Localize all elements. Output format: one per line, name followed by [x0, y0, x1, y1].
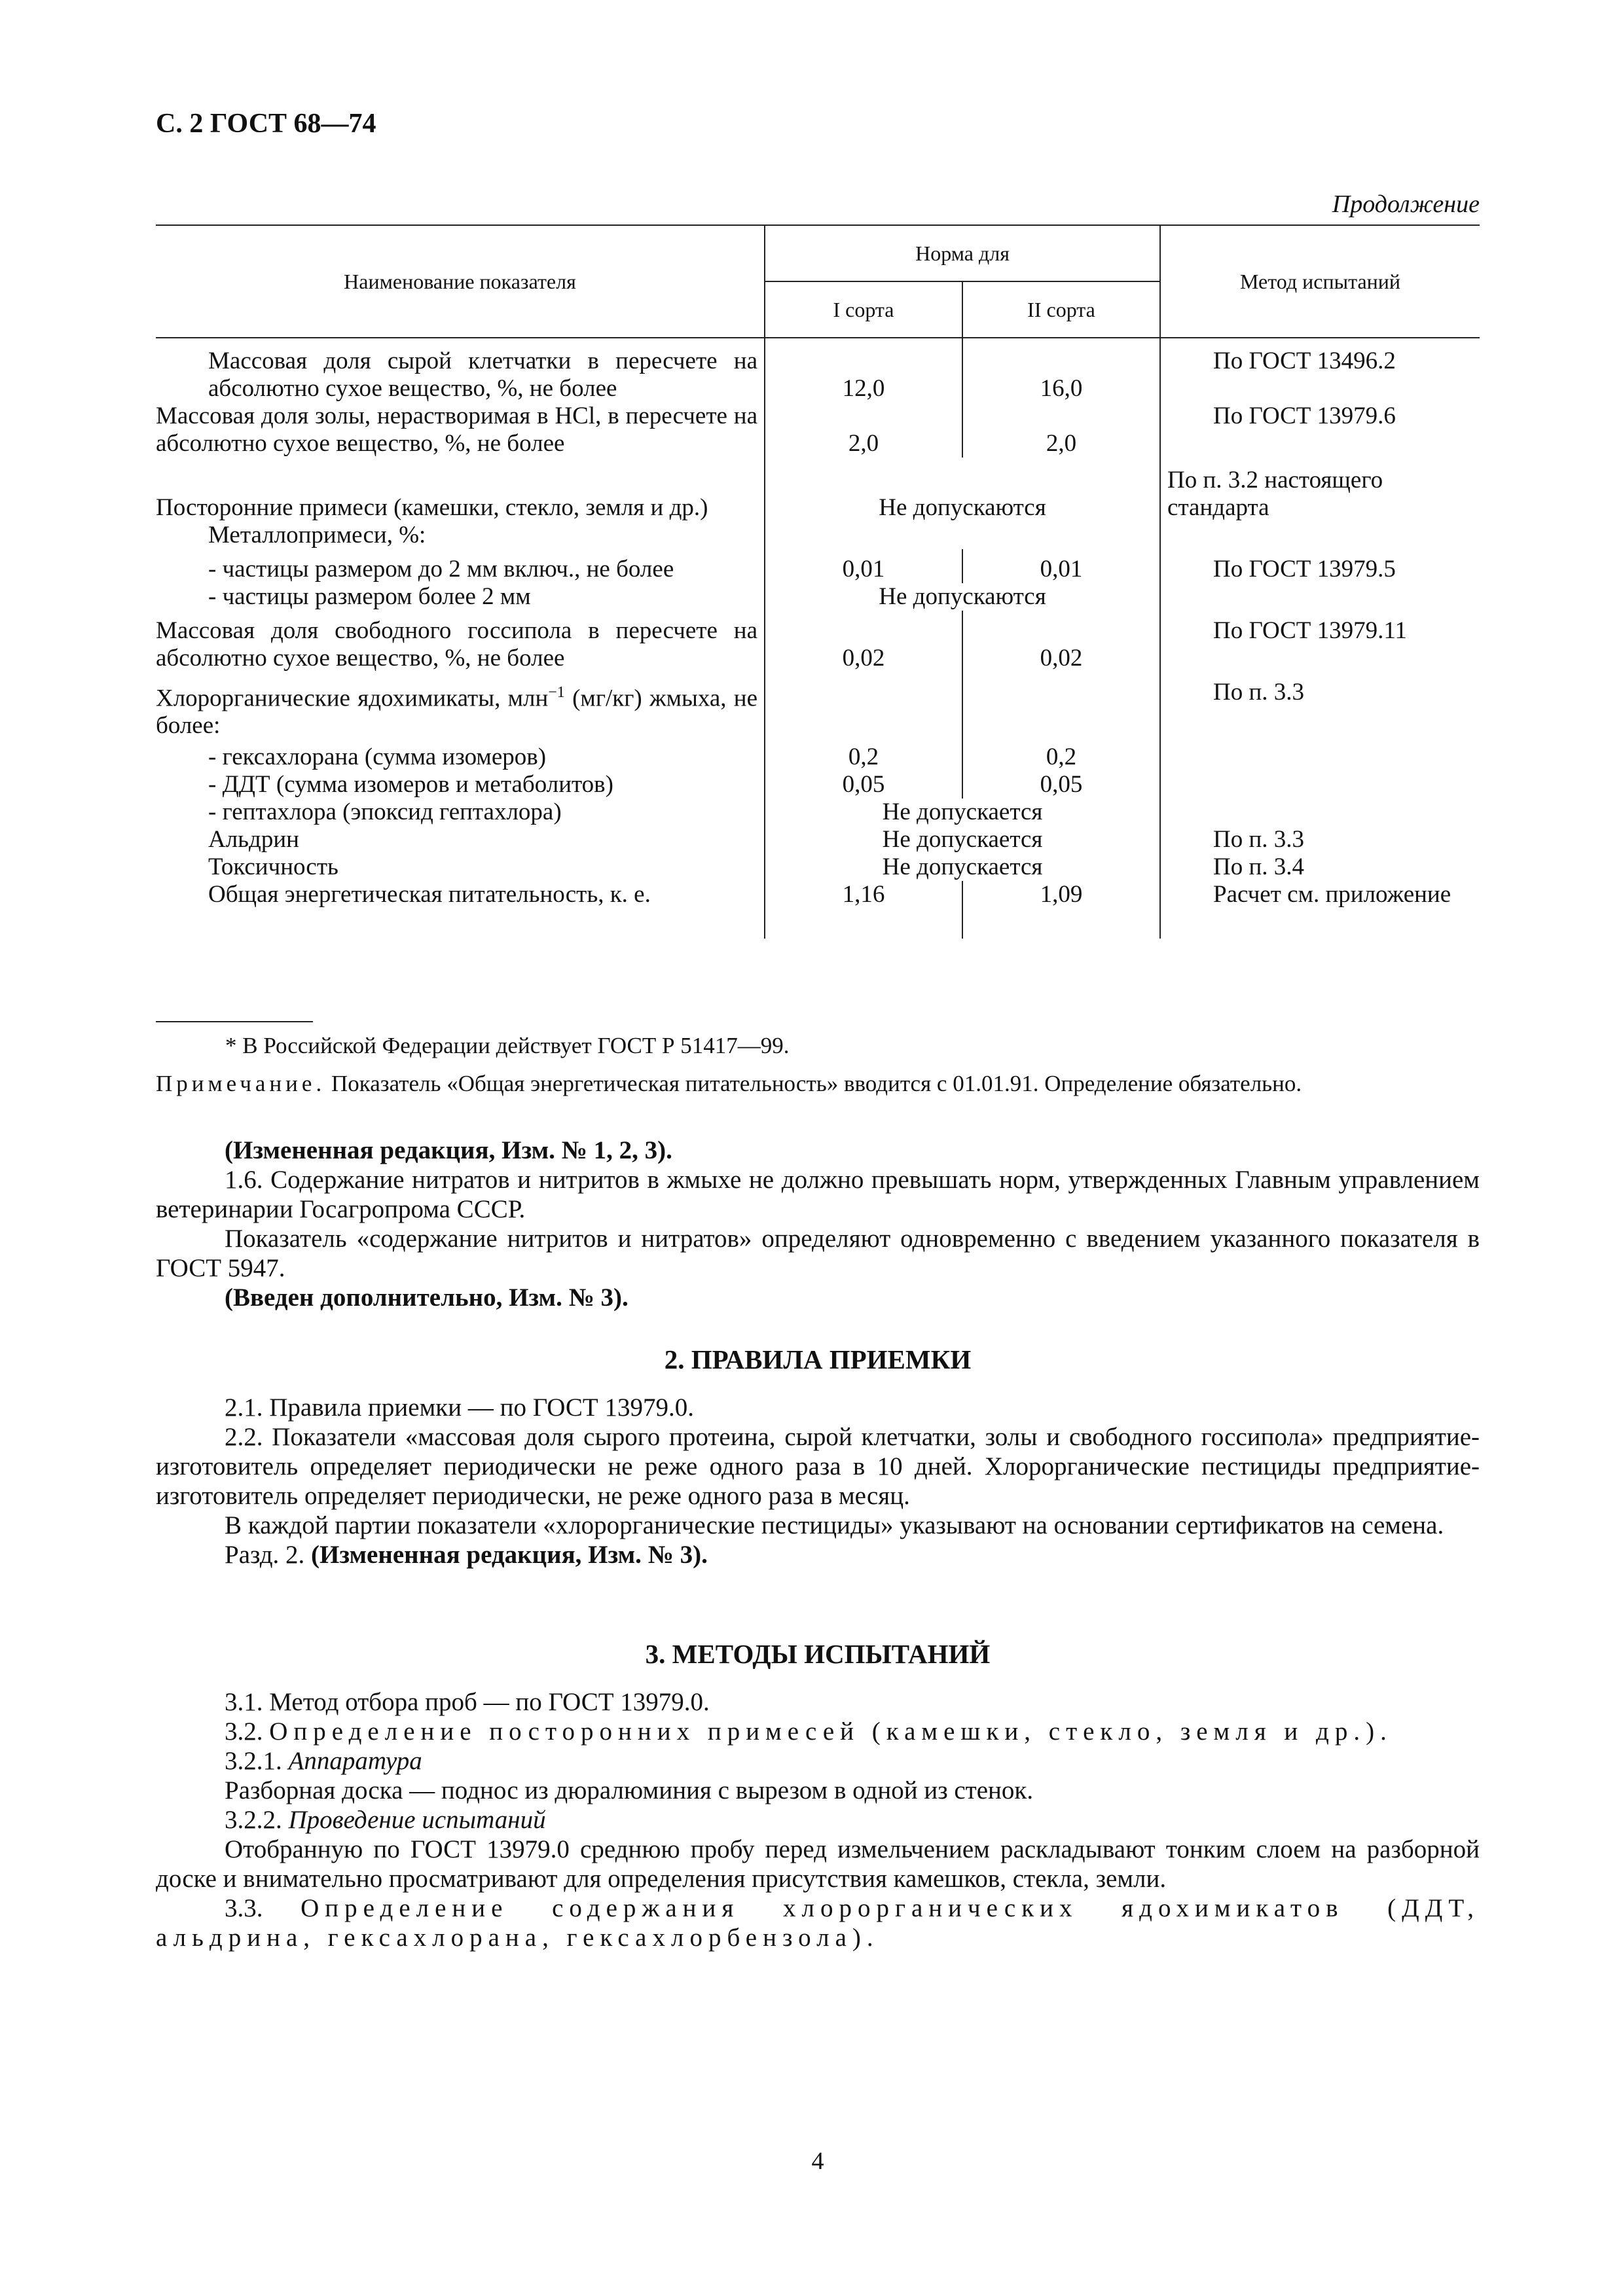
- row-name: Хлорорганические ядохимикаты, млн: [156, 685, 549, 712]
- page-header: С. 2 ГОСТ 68—74: [156, 109, 376, 139]
- italic-heading: Аппаратура: [288, 1747, 422, 1775]
- paragraph-3-2-1: [156, 1746, 1480, 1776]
- paragraph-number: 3.3.: [225, 1894, 301, 1922]
- section-3-title: 3. МЕТОДЫ ИСПЫТАНИЙ: [645, 1639, 991, 1669]
- row-method: По п. 3.3: [1213, 826, 1305, 853]
- razd-prefix: Разд. 2.: [225, 1541, 312, 1569]
- paragraph-2-2: 2.2. Показатели «массовая доля сырого протеина, сырой клетчатки, золы и свободного госсипола» предприятие-изготовитель определяет периодически не реже одного раза в 10 дней. Хлорорганические пестициды предприятие-изготовитель определяет периодически, не реже одного раза в месяц.: [156, 1423, 1480, 1510]
- row-value-grade1: 0,05: [765, 771, 962, 798]
- row-method: По п. 3.2 настоящего стандарта: [1167, 467, 1383, 521]
- row-name: - частицы размером до 2 мм включ., не более: [208, 556, 674, 583]
- paragraph-3-2-2: [156, 1805, 1480, 1835]
- row-method: По п. 3.3: [1213, 679, 1305, 706]
- table-row: [156, 611, 1480, 672]
- row-name: - частицы размером более 2 мм: [208, 583, 531, 610]
- table-row: [156, 798, 1480, 826]
- row-name: Посторонние примеси (камешки, стекло, земля и др.): [156, 494, 708, 521]
- paragraph-2-1: 2.1. Правила приемки — по ГОСТ 13979.0.: [225, 1393, 695, 1422]
- row-name: Альдрин: [208, 826, 299, 853]
- row-value-grade2: 0,01: [962, 549, 1160, 583]
- col-header-grade2: II сорта: [962, 281, 1160, 338]
- section-2: [156, 1345, 1480, 1570]
- note-text: Показатель «Общая энергетическая питательность» вводится с 01.01.91. Определение обязательно.: [325, 1071, 1302, 1096]
- paragraph-number: 3.2.1.: [225, 1747, 289, 1775]
- table-row: [156, 853, 1480, 881]
- paragraph-3-2-2-body: Отобранную по ГОСТ 13979.0 среднюю пробу перед измельчением раскладывают тонким слоем на разборной доске и внимательно просматривают для определения присутствия камешков, стекла, земли.: [156, 1835, 1480, 1893]
- razd-amendment: (Измененная редакция, Изм. № 3).: [311, 1541, 708, 1569]
- table-note: [156, 1070, 1480, 1098]
- row-name: - гексахлорана (сумма изомеров): [208, 744, 547, 771]
- row-value-grade1: 12,0: [765, 338, 962, 403]
- amendment-note: (Измененная редакция, Изм. № 1, 2, 3).: [225, 1136, 672, 1164]
- paragraph-3-2: [156, 1717, 1480, 1746]
- section-2-amendment: [156, 1540, 1480, 1570]
- col-header-norm: Норма для: [765, 225, 1160, 281]
- spaced-heading: Определение посторонних примесей (камешки, стекло, земля и др.).: [269, 1717, 1393, 1746]
- paragraph-3-1: 3.1. Метод отбора проб — по ГОСТ 13979.0.: [225, 1688, 710, 1716]
- table-row: [156, 771, 1480, 798]
- row-value-merged: Не допускается: [765, 853, 1160, 881]
- row-name-superscript: −1: [548, 684, 565, 701]
- row-value-grade2: 0,05: [962, 771, 1160, 798]
- row-name: Токсичность: [208, 853, 338, 881]
- section-1-tail: [156, 1136, 1480, 1312]
- row-value-grade2: 0,02: [962, 611, 1160, 672]
- paragraph-3-3: [156, 1893, 1480, 1952]
- table-row: [156, 740, 1480, 771]
- row-method: По ГОСТ 13979.6: [1213, 403, 1396, 429]
- row-method: По ГОСТ 13979.11: [1213, 617, 1408, 644]
- section-3: [156, 1640, 1480, 1952]
- row-value-grade2: 1,09: [962, 881, 1160, 939]
- table-row: [156, 881, 1480, 939]
- paragraph-number: 3.2.2.: [225, 1806, 289, 1834]
- row-method: По ГОСТ 13496.2: [1213, 348, 1396, 374]
- row-name: - ДДТ (сумма изомеров и метаболитов): [208, 771, 613, 798]
- italic-heading: Проведение испытаний: [288, 1806, 546, 1834]
- row-name: Металлопримеси, %:: [208, 522, 426, 548]
- table-row: [156, 403, 1480, 457]
- row-value-grade1: 2,0: [765, 403, 962, 457]
- footnote: * В Российской Федерации действует ГОСТ Р 51417—99.: [225, 1033, 790, 1058]
- row-value-merged: Не допускаются: [765, 583, 1160, 611]
- row-name: Общая энергетическая питательность, к. е.: [208, 881, 651, 908]
- norms-table: [156, 224, 1480, 939]
- table-row: [156, 672, 1480, 740]
- row-method: Расчет см. приложение: [1213, 881, 1451, 908]
- paragraph-1-6: 1.6. Содержание нитратов и нитритов в жмыхе не должно превышать норм, утвержденных Главным управлением ветеринарии Госагропрома СССР.: [156, 1166, 1480, 1223]
- row-name: Массовая доля свободного госсипола в пересчете на абсолютно сухое вещество, %, не более: [156, 617, 757, 672]
- row-value-grade1: 1,16: [765, 881, 962, 939]
- row-value-merged: Не допускается: [765, 826, 1160, 853]
- row-name: Массовая доля сырой клетчатки в пересчете на абсолютно сухое вещество, %, не более: [208, 348, 757, 402]
- table-row: [156, 826, 1480, 853]
- row-name-tail: (мг/кг) жмыха, не более:: [156, 685, 758, 740]
- row-value-grade1: 0,02: [765, 611, 962, 672]
- row-method: По п. 3.4: [1213, 853, 1305, 881]
- row-value-merged: Не допускаются: [765, 457, 1160, 522]
- col-header-name: Наименование показателя: [156, 225, 765, 338]
- row-value-grade2: 2,0: [962, 403, 1160, 457]
- paragraph-number: 3.2.: [225, 1717, 270, 1746]
- table-row: [156, 583, 1480, 611]
- table-row: [156, 338, 1480, 403]
- row-method: По ГОСТ 13979.5: [1213, 556, 1396, 583]
- table-row: [156, 549, 1480, 583]
- spaced-heading: Определение содержания хлорорганических ядохимикатов (ДДТ, альдрина, гексахлорана, гексахлорбензола).: [156, 1894, 1480, 1952]
- row-value-merged: Не допускается: [765, 798, 1160, 826]
- note-label: Примечание.: [156, 1071, 326, 1096]
- continuation-label: Продолжение: [1332, 190, 1480, 218]
- section-2-title: 2. ПРАВИЛА ПРИЕМКИ: [664, 1344, 972, 1374]
- footnote-divider: [156, 1021, 313, 1022]
- col-header-method: Метод испытаний: [1160, 225, 1480, 338]
- page-number: 4: [811, 2147, 824, 2175]
- row-value-grade2: 16,0: [962, 338, 1160, 403]
- row-name: Массовая доля золы, нерастворимая в HCl, в пересчете на абсолютно сухое вещество, %, не более: [156, 403, 757, 457]
- table-row: [156, 522, 1480, 549]
- row-name: - гептахлора (эпоксид гептахлора): [208, 798, 562, 826]
- paragraph-1-6b: Показатель «содержание нитритов и нитратов» определяют одновременно с введением указанного показателя в ГОСТ 5947.: [156, 1225, 1480, 1282]
- row-value-grade2: 0,2: [962, 740, 1160, 771]
- paragraph-2-2b: В каждой партии показатели «хлорорганические пестициды» указывают на основании сертификатов на семена.: [225, 1511, 1444, 1539]
- paragraph-3-2-1-body: Разборная доска — поднос из дюралюминия с вырезом в одной из стенок.: [225, 1776, 1034, 1804]
- col-header-grade1: I сорта: [765, 281, 962, 338]
- amendment-note: (Введен дополнительно, Изм. № 3).: [225, 1283, 629, 1312]
- table-row: [156, 457, 1480, 522]
- row-value-grade1: 0,01: [765, 549, 962, 583]
- row-value-grade1: 0,2: [765, 740, 962, 771]
